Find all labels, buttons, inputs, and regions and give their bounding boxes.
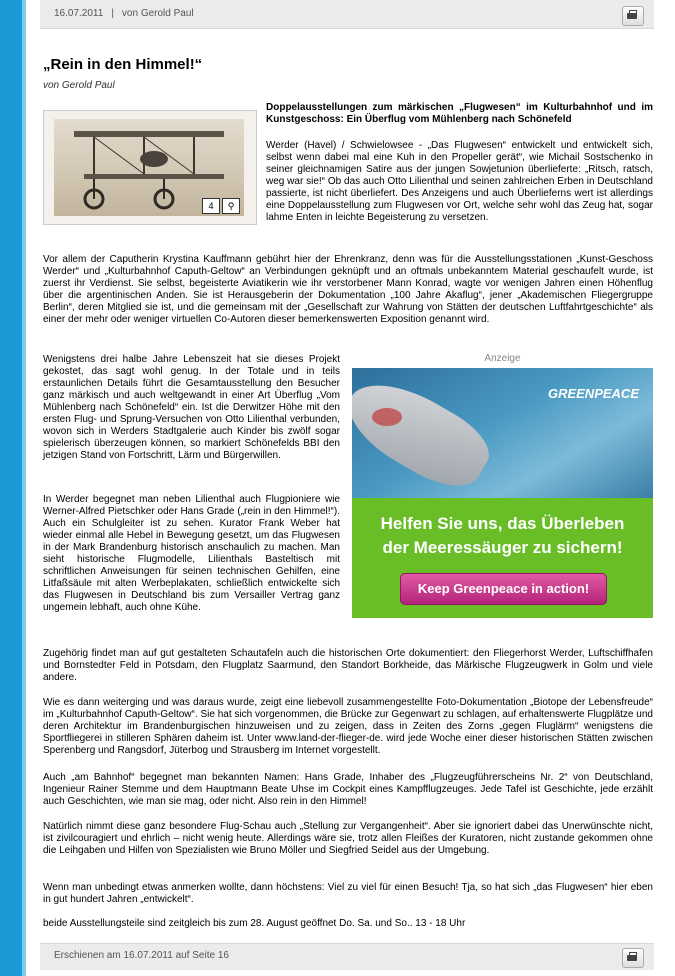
ad-slogan-line-1: Helfen Sie uns, das Überleben xyxy=(380,514,625,533)
footer-print-button[interactable] xyxy=(622,948,644,968)
article-title: „Rein in den Himmel!“ xyxy=(43,56,203,73)
paragraph-4: In Werder begegnet man neben Lilienthal auch Flugpioniere wie Werner-Alfred Pietschker oder Hans Grade („rein in den Himmel!“). Auch ein Schulgleiter ist zu sehen. Kurator Frank Weber hat wieder einmal alle Hebel in Bewegung gesetzt, um das Flugwesen in der Mark Brandenburg historisch anschaulich zu machen. Man sieht historische Flugmodelle, Lilienthals Basteltisch mit schriftlichen Anweisungen für seinen technischen Gehilfen, eine Litfaßsäule mit alten Werbeplakaten, schließlich entwickelte sich das Flugwesen in Deutschland bis zum Versailler Vertrag ganz ungemein lebhaft, auch ohne Kühe. xyxy=(43,494,340,613)
paragraph-1: Werder (Havel) / Schwielowsee - „Das Flugwesen“ entwickelt und entwickelt sich, selbst wenn dabei mal eine Kuh in den Propeller gerät“, wie Michail Sostschenko in seiner gleichnamigen Satire aus der jungen Sowjetunion überlieferte: „Ritsch, ratsch, weg war sie!“ Ob das auch Otto Lilienthal und seinen zahlreichen Erben in Deutschland passierte, ist nicht überliefert. Des Anzeigens und auch Überlieferns wert ist allerdings eine Doppelausstellung zum Flugwesen vor Ort, welche sehr wohl das Zeug hat, sogar lahme Enten in leichte Begeisterung zu versetzen. xyxy=(266,140,653,223)
paragraph-9: Wenn man unbedingt etwas anmerken wollte, dann höchstens: Viel zu viel für einen Besuch! Tja, so hat sich „das Flugwesen“ hier eben in gut hundert Jahren „entwickelt“. xyxy=(43,882,653,905)
ad-image xyxy=(352,368,653,498)
left-sidebar-stripe xyxy=(22,0,26,976)
paragraph-10: beide Ausstellungsteile sind zeitgleich bis zum 28. August geöffnet Do. Sa. und So.. 13 - 18 Uhr xyxy=(43,918,466,929)
dolphin-image xyxy=(352,368,499,498)
article-author: von Gerold Paul xyxy=(121,8,194,19)
gallery-icon[interactable]: 4 xyxy=(202,198,220,214)
printer-icon xyxy=(627,955,637,961)
blood-mark xyxy=(372,408,402,426)
ad-label: Anzeige xyxy=(484,353,521,364)
meta-separator: | xyxy=(111,8,114,19)
paragraph-7: Auch „am Bahnhof“ begegnet man bekannten Namen: Hans Grade, Inhaber des „Flugzeugführerscheins Nr. 2“ von Deutschland, Ingenieur Rainer Stemme und dem Hauptmann Beate Uhse im Cockpit eines Kampfflugzeuges. Jede Tafel ist Geschichte, jede erzählt auch Geschichten, wie man sie mag, oder nicht. Also rein in den Himmel! xyxy=(43,772,653,807)
paragraph-3: Wenigstens drei halbe Jahre Lebenszeit hat sie dieses Projekt gekostet, das sagt wohl genug. In der Totale und in teils erstaunlichen Details führt die Gesamtausstellung den Besucher ganz märkisch und auch weltgewandt in einer Art Überflug „Vom Mühlenberg nach Schönefeld“ ein. Ist die Derwitzer Höhe mit den ersten Flug- und Sprung-Versuchen von Otto Lilienthal verbunden, wovon sich in Werders Stadtgalerie auch Kinder bis zwölf sogar spielerisch überzeugen können, so markiert Schönefelds BBI den jetzigen Stand von Fortschritt, Lärm und Bürgerwillen. xyxy=(43,354,340,461)
article-footer xyxy=(40,943,654,970)
ad-slogan xyxy=(352,512,653,560)
article-byline: von Gerold Paul xyxy=(43,80,115,91)
ad-panel xyxy=(352,498,653,618)
paragraph-8: Natürlich nimmt diese ganz besondere Flug-Schau auch „Stellung zur Vergangenheit“. Aber sie ignoriert dabei das Unerwünschte nicht, ist zivilcouragiert und ehrlich – nicht wenig heute. Allerdings wäre sie, trotz allen Fleißes der Kuratoren, nicht zustande gekommen ohne die Leihgaben und Hilfen von Spezialisten wie Bruno Möller und Siegfried Seidel aus der Umgebung. xyxy=(43,821,653,856)
article-lead: Doppelausstellungen zum märkischen „Flugwesen“ im Kulturbahnhof und im Kunstgeschoss: Ein Überflug vom Mühlenberg nach Schönefeld xyxy=(266,102,653,125)
paragraph-6: Wie es dann weiterging und was daraus wurde, zeigt eine liebevoll zusammengestellte Foto-Dokumentation „Biotope der Lebensfreude“ im „Kulturbahnhof Caputh-Geltow“. Sie hat sich vorgenommen, die Brücke zur Gegenwart zu schlagen, auf erhaltenswerte Flugplätze und deren Architektur im Brandenburgischen hinzuweisen und zu zeigen, dass in Zeiten des Zorns „gegen Fluglärm“ wenigstens die Sportfliegerei in stilleren Sphären daheim ist. Unter www.land-der-flieger-de. wird jede Woche einer dieser historischen Stätten zwischen Sperenberg und Rangsdorf, Jüterbog und Strausberg im Internet vorgestellt. xyxy=(43,697,653,756)
printer-icon xyxy=(627,13,637,19)
paragraph-5: Zugehörig findet man auf gut gestalteten Schautafeln auch die historischen Orte dokumentiert: den Fliegerhorst Werder, Luftschiffhafen und Bornstedter Feld in Potsdam, den Flugplatz Saarmund, den Standort Borkheide, das Märkische Flugzeugwerk in Golm und viele andere. xyxy=(43,648,653,683)
print-button[interactable] xyxy=(622,6,644,26)
greenpeace-ad[interactable] xyxy=(352,368,653,618)
article-meta xyxy=(54,8,194,19)
article-header-bar xyxy=(40,0,654,29)
paragraph-2: Vor allem der Caputherin Krystina Kauffmann gebührt hier der Ehrenkranz, denn was für die Ausstellungsstationen „Kunst-Geschoss Werder“ und „Kulturbahnhof Caputh-Geltow“ an Verbindungen geknüpft und an oftmals unbekanntem Material geschaufelt wurde, ist zuerst ihr Verdienst. Sie selbst, begeisterte Aviatikerin wie ihr verstorbener Mann Konrad, wagte vor wenigen Jahren einen Höhenflug über die argentinischen Anden. Sie ist Herausgeberin der Dokumentation „100 Jahre Akaflug“, jener „Akademischen Fliegergruppe Berlin“, deren Mitglied sie ist, und die gemeinsam mit der „Gesellschaft zur Wahrung von Stätten der deutschen Luftfahrtgeschichte“ als einer der mehr oder weniger virtuellen Co-Autoren dieser bemerkenswerten Exposition genannt wird. xyxy=(43,254,653,325)
ad-slogan-line-2: der Meeressäuger zu sichern! xyxy=(382,538,623,557)
footer-published-info: Erschienen am 16.07.2011 auf Seite 16 xyxy=(54,950,229,961)
ad-cta-button[interactable]: Keep Greenpeace in action! xyxy=(400,573,607,605)
greenpeace-logo: GREENPEACE xyxy=(547,386,639,401)
article-photo[interactable] xyxy=(43,110,257,225)
article-date: 16.07.2011 xyxy=(54,8,104,19)
zoom-icon[interactable]: ⚲ xyxy=(222,198,240,214)
left-sidebar-bar xyxy=(0,0,22,976)
